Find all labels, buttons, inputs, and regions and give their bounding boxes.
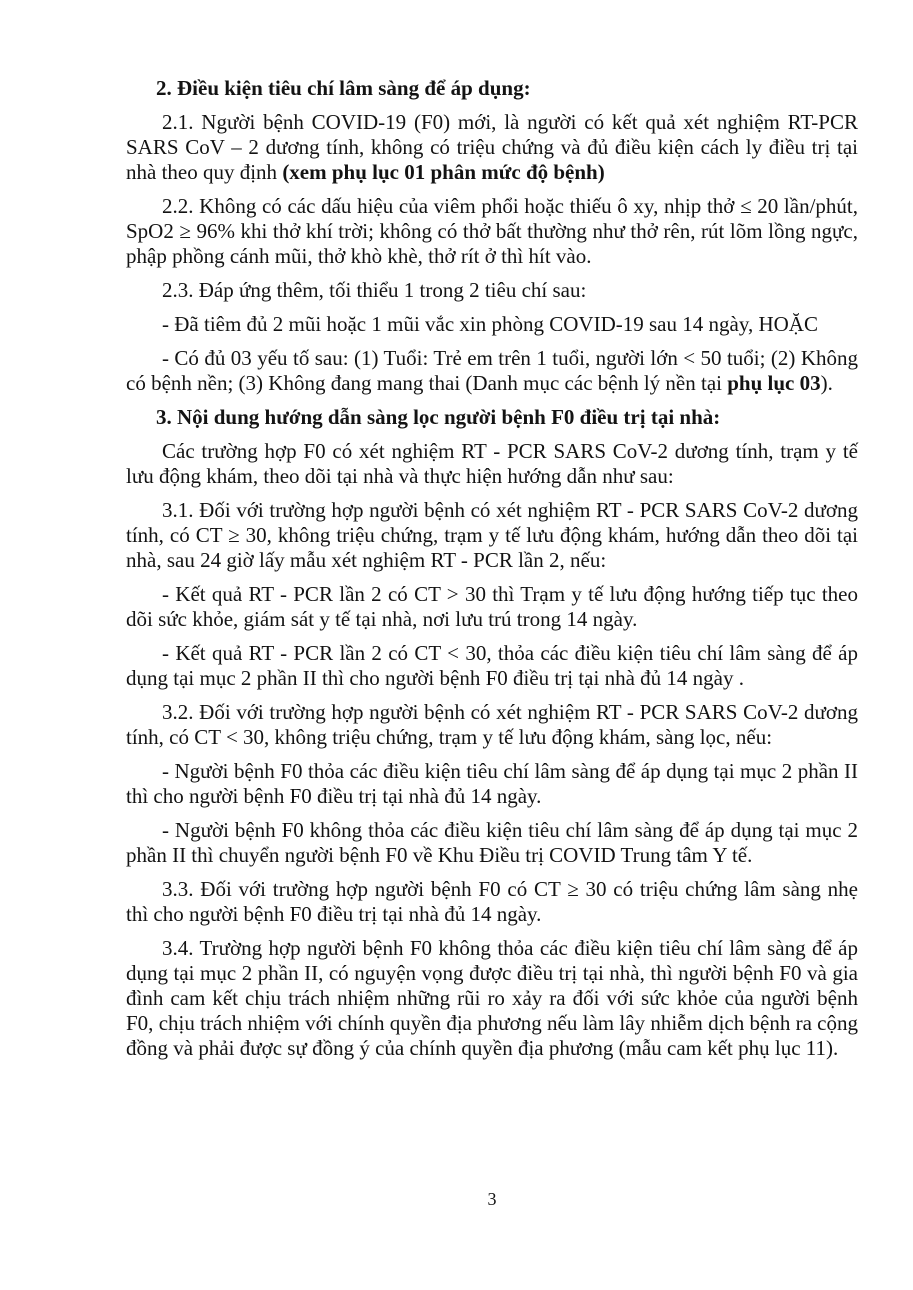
para-2-2 bbox=[126, 194, 858, 269]
text-run: - Người bệnh F0 không thỏa các điều kiện tiêu chí lâm sàng để áp dụng tại mục 2 phần II thì chuyển người bệnh F0 về Khu Điều trị COVID Trung tâm Y tế. bbox=[126, 818, 858, 867]
para-2-3 bbox=[126, 278, 858, 303]
bullet-f0-meets-criteria bbox=[126, 759, 858, 809]
page-number: 3 bbox=[487, 1189, 497, 1209]
text-run: 2.3. Đáp ứng thêm, tối thiểu 1 trong 2 tiêu chí sau: bbox=[162, 278, 587, 302]
text-run: phụ lục 03 bbox=[727, 371, 821, 395]
bullet-vaccine bbox=[126, 312, 858, 337]
text-run: - Đã tiêm đủ 2 mũi hoặc 1 mũi vắc xin phòng COVID-19 sau 14 ngày, HOẶC bbox=[162, 312, 818, 336]
text-run: ). bbox=[820, 371, 833, 395]
para-3-2 bbox=[126, 700, 858, 750]
text-run: - Kết quả RT - PCR lần 2 có CT > 30 thì Trạm y tế lưu động hướng tiếp tục theo dõi sức khỏe, giám sát y tế tại nhà, nơi lưu trú trong 14 ngày. bbox=[126, 582, 858, 631]
heading-section-3 bbox=[126, 405, 858, 430]
bullet-f0-fails-criteria bbox=[126, 818, 858, 868]
text-run: Các trường hợp F0 có xét nghiệm RT - PCR SARS CoV-2 dương tính, trạm y tế lưu động khám, theo dõi tại nhà và thực hiện hướng dẫn như sau: bbox=[126, 439, 858, 488]
text-run: (xem phụ lục 01 phân mức độ bệnh) bbox=[282, 160, 605, 184]
para-3-3 bbox=[126, 877, 858, 927]
bullet-three-factors bbox=[126, 346, 858, 396]
text-run: - Kết quả RT - PCR lần 2 có CT < 30, thỏa các điều kiện tiêu chí lâm sàng để áp dụng tại mục 2 phần II thì cho người bệnh F0 điều trị tại nhà đủ 14 ngày . bbox=[126, 641, 858, 690]
text-run: - Có đủ 03 yếu tố sau: (1) Tuổi: Trẻ em trên 1 tuổi, người lớn < 50 tuổi; (2) Không có bệnh nền; (3) Không đang mang thai (Danh mục các bệnh lý nền tại bbox=[126, 346, 858, 395]
text-run: 3.3. Đối với trường hợp người bệnh F0 có CT ≥ 30 có triệu chứng lâm sàng nhẹ thì cho người bệnh F0 điều trị tại nhà đủ 14 ngày. bbox=[126, 877, 858, 926]
document-body bbox=[126, 76, 858, 1061]
text-run: 2.1. Người bệnh COVID-19 (F0) mới, là người có kết quả xét nghiệm RT-PCR SARS CoV – 2 dương tính, không có triệu chứng và đủ điều kiện cách ly điều trị tại nhà theo quy định bbox=[126, 110, 858, 184]
para-3-4 bbox=[126, 936, 858, 1061]
text-run: 3.4. Trường hợp người bệnh F0 không thỏa các điều kiện tiêu chí lâm sàng để áp dụng tại mục 2 phần II, có nguyện vọng được điều trị tại nhà, thì người bệnh F0 và gia đình cam kết chịu trách nhiệm những rũi ro xảy ra đối với sức khỏe của người bệnh F0, chịu trách nhiệm với chính quyền địa phương nếu làm lây nhiễm dịch bệnh ra cộng đồng và phải được sự đồng ý của chính quyền địa phương (mẫu cam kết phụ lục 11). bbox=[126, 936, 858, 1060]
heading-section-2 bbox=[126, 76, 858, 101]
para-3-1 bbox=[126, 498, 858, 573]
text-run: 2. Điều kiện tiêu chí lâm sàng để áp dụng: bbox=[156, 76, 531, 100]
text-run: 2.2. Không có các dấu hiệu của viêm phổi hoặc thiếu ô xy, nhịp thở ≤ 20 lần/phút, SpO2 ≥ 96% khi thở khí trời; không có thở bất thường như thở rên, rút lõm lồng ngực, phập phồng cánh mũi, thở khò khè, thở rít ở thì hít vào. bbox=[126, 194, 858, 268]
para-3-intro bbox=[126, 439, 858, 489]
text-run: - Người bệnh F0 thỏa các điều kiện tiêu chí lâm sàng để áp dụng tại mục 2 phần II thì cho người bệnh F0 điều trị tại nhà đủ 14 ngày. bbox=[126, 759, 858, 808]
para-2-1 bbox=[126, 110, 858, 185]
bullet-ct-under-30 bbox=[126, 641, 858, 691]
text-run: 3.2. Đối với trường hợp người bệnh có xét nghiệm RT - PCR SARS CoV-2 dương tính, có CT < 30, không triệu chứng, trạm y tế lưu động khám, sàng lọc, nếu: bbox=[126, 700, 858, 749]
text-run: 3. Nội dung hướng dẫn sàng lọc người bệnh F0 điều trị tại nhà: bbox=[156, 405, 721, 429]
text-run: 3.1. Đối với trường hợp người bệnh có xét nghiệm RT - PCR SARS CoV-2 dương tính, có CT ≥ 30, không triệu chứng, trạm y tế lưu động khám, hướng dẫn theo dõi tại nhà, sau 24 giờ lấy mẫu xét nghiệm RT - PCR lần 2, nếu: bbox=[126, 498, 858, 572]
bullet-ct-over-30 bbox=[126, 582, 858, 632]
